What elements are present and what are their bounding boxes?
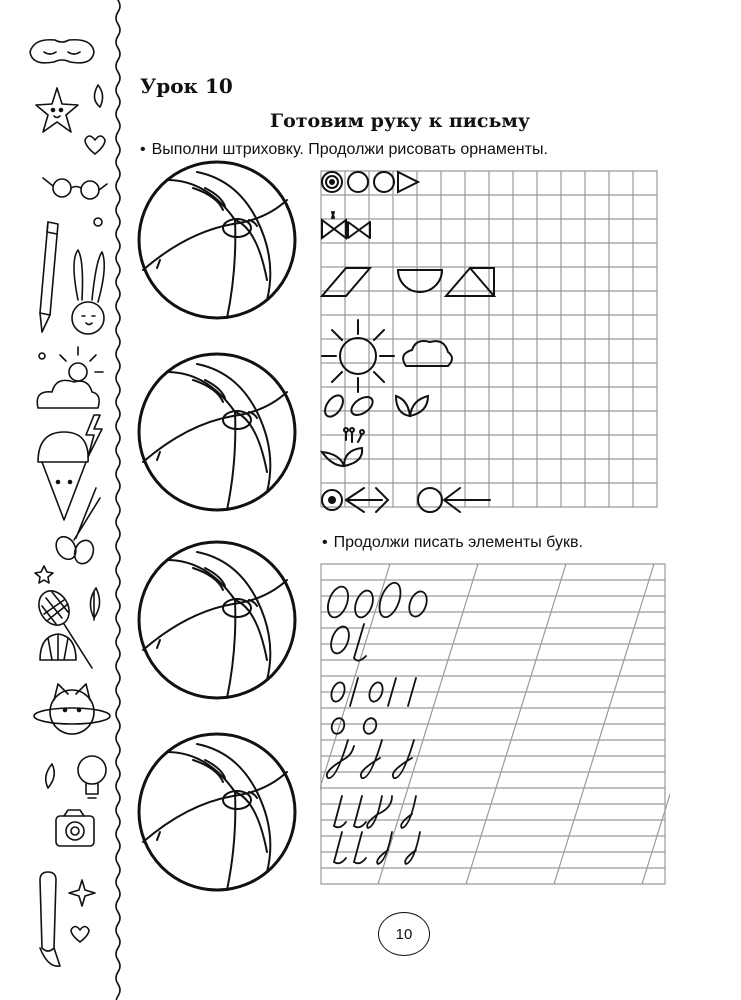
glasses-icon [43, 178, 107, 199]
beach-balls [135, 160, 305, 915]
sun-cloud-icon [37, 347, 103, 408]
small-star-icon [35, 566, 53, 583]
decorative-sidebar [0, 0, 125, 1000]
letter-elements-row-2 [328, 624, 366, 661]
cat-planet-icon [34, 684, 110, 734]
ornament-grid [320, 170, 670, 527]
ice-cream-icon [38, 432, 88, 520]
heart-icon [85, 136, 105, 154]
lightbulb-icon [78, 756, 106, 798]
handwriting-practice-lines [320, 560, 670, 895]
lesson-title: Урок 10 [140, 74, 233, 98]
ornament-row-bowties [322, 212, 370, 238]
ornament-row-shapes [322, 268, 494, 296]
heart-icon [71, 927, 89, 943]
wavy-border [116, 0, 120, 1000]
sleep-mask-icon [30, 40, 94, 63]
paintbrush-icon [40, 872, 60, 966]
pencil-icon [40, 222, 58, 332]
bunny-icon [72, 250, 104, 334]
leaf-icon [94, 85, 102, 107]
instruction-text: Выполни штриховку. Продолжи рисовать орнаменты. [151, 141, 548, 158]
camera-icon [56, 810, 94, 846]
section-heading: Готовим руку к письму [269, 110, 531, 132]
instruction-shading [140, 141, 548, 159]
ornament-row-leaves [321, 392, 428, 420]
instruction-text: Продолжи писать элементы букв. [333, 534, 583, 551]
scissors-icon [52, 488, 100, 566]
leaf-icon [90, 588, 99, 620]
letter-elements-row-6 [334, 832, 420, 864]
ornament-row-circles [322, 172, 418, 192]
beach-ball [139, 542, 295, 698]
instruction-writing [322, 534, 583, 552]
bullet: • [140, 141, 146, 158]
starfish-icon [36, 88, 78, 132]
ornament-row-flowers [322, 428, 364, 466]
sparkle-icon [69, 880, 95, 906]
beach-ball [139, 354, 295, 510]
page-number: 10 [378, 912, 430, 956]
beach-ball [139, 162, 295, 318]
shell-icon [40, 634, 76, 660]
bullet: • [322, 534, 328, 551]
tennis-racket-icon [33, 585, 92, 668]
leaf-icon [46, 764, 55, 788]
ornament-row-sun [322, 320, 452, 392]
letter-elements-row-1 [324, 580, 430, 620]
beach-ball [139, 734, 295, 890]
